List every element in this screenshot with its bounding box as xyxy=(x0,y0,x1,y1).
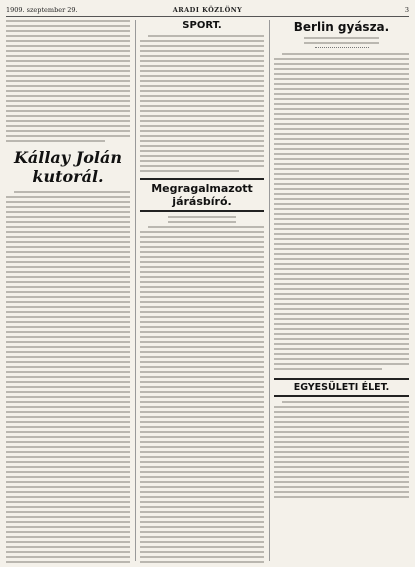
masthead-title: ARADI KÖZLÖNY xyxy=(172,6,243,14)
article-body-placeholder xyxy=(140,35,264,172)
column-2 xyxy=(140,20,264,563)
article-body-placeholder xyxy=(6,20,130,142)
column-divider xyxy=(135,20,136,561)
article-body-placeholder xyxy=(274,401,409,498)
masthead-date: 1909. szeptember 29. xyxy=(6,6,78,14)
column-3 xyxy=(274,20,409,563)
article-body-placeholder xyxy=(140,216,264,563)
article-body-placeholder xyxy=(6,191,130,563)
section-heading: SPORT. xyxy=(182,20,222,31)
masthead-page-number: 3 xyxy=(404,6,409,14)
column-1 xyxy=(6,20,130,563)
article-heading: Kállay Jolán kutorál. xyxy=(14,148,122,186)
article-heading: Megragalmazott járásbíró. xyxy=(140,178,264,212)
masthead xyxy=(6,4,409,17)
article-heading: Berlin gyásza. xyxy=(293,20,390,34)
column-divider xyxy=(269,20,270,561)
article-body-placeholder xyxy=(274,37,409,370)
section-heading: EGYESÜLETI ÉLET. xyxy=(274,378,409,397)
